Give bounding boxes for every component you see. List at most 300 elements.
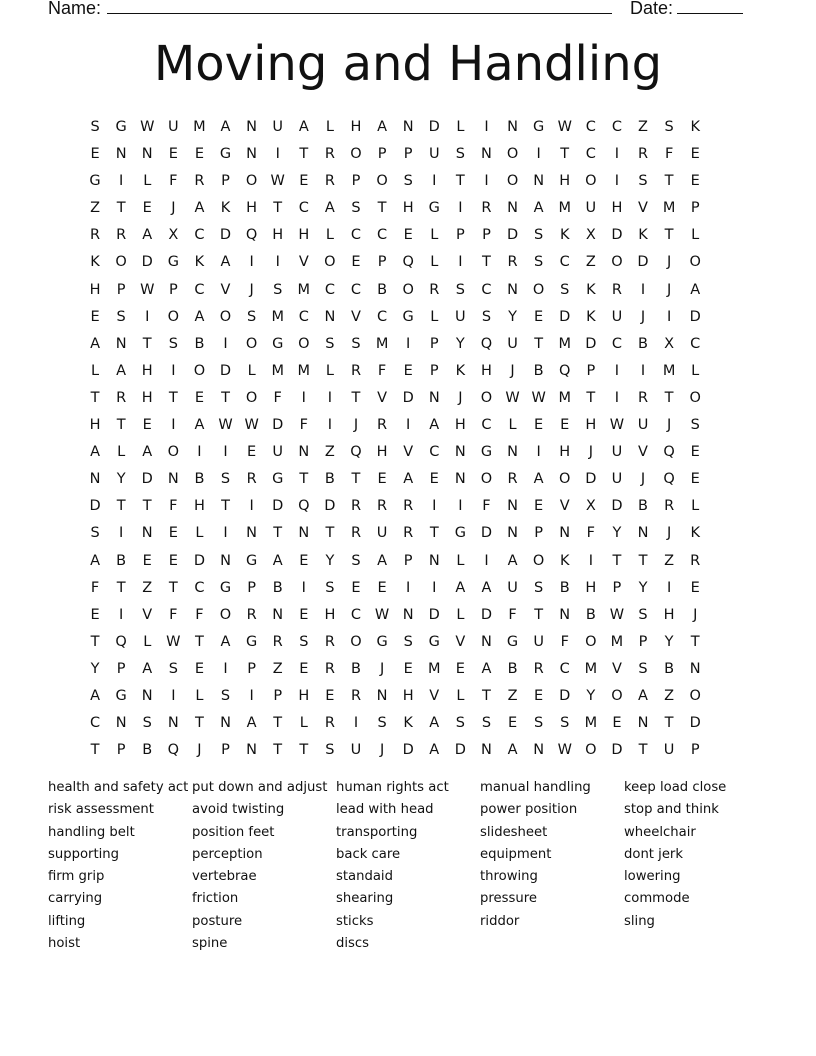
grid-letter: Z [638, 119, 648, 135]
grid-letter: T [560, 146, 570, 163]
grid-letter: N [115, 715, 127, 732]
grid-letter: N [272, 606, 284, 623]
grid-letter: O [245, 389, 258, 406]
grid-letter: N [220, 715, 231, 732]
grid-letter: E [325, 687, 335, 704]
grid-letter: A [220, 254, 231, 271]
grid-letter: I [614, 173, 620, 190]
grid-letter: F [169, 498, 178, 515]
grid-letter: V [455, 633, 466, 650]
grid-letter: L [117, 444, 126, 461]
grid-letter: U [272, 444, 284, 461]
word-bank-item: risk assessment [48, 802, 154, 818]
grid-letter: J [588, 444, 593, 461]
grid-letter: I [484, 119, 489, 135]
word-bank-item: back care [336, 846, 401, 862]
grid-letter: N [298, 525, 310, 542]
grid-letter: F [482, 498, 491, 515]
grid-letter: N [402, 119, 414, 135]
grid-letter: I [275, 146, 280, 163]
grid-letter: O [167, 308, 180, 325]
grid-letter: O [193, 362, 206, 379]
grid-letter: R [429, 281, 440, 298]
grid-letter: W [166, 633, 181, 650]
grid-letter: G [89, 173, 101, 190]
grid-letter: S [534, 254, 544, 271]
grid-letter: N [507, 281, 518, 298]
grid-letter: H [559, 173, 571, 190]
grid-letter: U [611, 471, 623, 488]
grid-letter: E [534, 498, 544, 515]
grid-letter: H [141, 362, 153, 379]
grid-letter: H [298, 227, 310, 244]
grid-letter: N [454, 471, 466, 488]
grid-letter: D [611, 498, 623, 515]
grid-letter: R [272, 633, 283, 650]
grid-letter: T [90, 389, 100, 406]
grid-letter: O [480, 471, 493, 488]
grid-letter: W [505, 389, 520, 406]
grid-letter: R [246, 471, 257, 488]
grid-letter: R [377, 498, 388, 515]
grid-letter: T [534, 335, 544, 352]
grid-letter: T [612, 552, 622, 569]
grid-letter: T [142, 335, 152, 352]
grid-letter: I [406, 335, 411, 352]
grid-letter: T [116, 498, 126, 515]
grid-letter: T [142, 498, 152, 515]
grid-letter: R [637, 389, 649, 406]
grid-letter: A [377, 119, 388, 135]
grid-letter: V [351, 308, 361, 325]
grid-letter: Q [559, 362, 571, 379]
grid-letter: X [664, 335, 675, 352]
grid-letter: S [116, 308, 126, 325]
grid-letter: D [428, 606, 440, 623]
word-bank-item: sticks [336, 913, 374, 929]
grid-letter: E [247, 444, 257, 461]
grid-letter: R [507, 471, 518, 488]
grid-letter: T [351, 389, 361, 406]
grid-letter: P [377, 146, 387, 163]
grid-letter: A [220, 633, 231, 650]
grid-letter: N [376, 687, 388, 704]
grid-letter: V [638, 200, 648, 217]
grid-letter: O [219, 606, 232, 623]
grid-letter: E [403, 227, 413, 244]
grid-letter: A [324, 200, 335, 217]
grid-letter: U [533, 633, 544, 650]
grid-letter: P [429, 362, 439, 379]
grid-letter: C [481, 417, 492, 434]
grid-letter: C [559, 254, 570, 271]
grid-letter: K [220, 200, 231, 217]
grid-letter: O [115, 254, 127, 271]
grid-letter: B [194, 471, 205, 488]
grid-letter: P [351, 173, 361, 190]
grid-letter: R [116, 227, 127, 244]
grid-letter: C [298, 308, 309, 325]
grid-letter: N [533, 742, 545, 759]
grid-letter: W [609, 606, 625, 623]
grid-letter: L [143, 633, 152, 650]
grid-letter: R [324, 715, 335, 732]
grid-letter: O [585, 742, 597, 759]
grid-letter: S [90, 119, 100, 135]
word-bank-item: carrying [48, 891, 103, 907]
grid-letter: A [403, 471, 414, 488]
grid-letter: T [534, 606, 544, 623]
grid-letter: N [428, 552, 440, 569]
word-bank-item: lead with head [336, 802, 434, 818]
grid-letter: W [140, 281, 155, 298]
grid-letter: A [298, 119, 309, 135]
grid-letter: B [585, 606, 596, 623]
grid-letter: I [458, 498, 463, 515]
name-field[interactable] [107, 0, 612, 14]
word-bank-item: wheelchair [624, 824, 696, 840]
grid-letter: H [324, 606, 336, 623]
grid-letter: Q [663, 444, 675, 461]
grid-letter: J [666, 281, 672, 298]
grid-letter: T [299, 471, 309, 488]
grid-letter: K [559, 227, 570, 244]
grid-letter: P [116, 660, 126, 677]
grid-letter: M [610, 633, 624, 650]
letter-grid [82, 114, 708, 764]
grid-letter: S [638, 660, 648, 677]
grid-letter: N [428, 389, 440, 406]
grid-letter: Y [325, 552, 335, 569]
grid-letter: L [508, 417, 517, 434]
grid-letter: N [507, 498, 518, 515]
grid-letter: B [507, 660, 518, 677]
grid-letter: T [273, 525, 283, 542]
grid-letter: M [558, 335, 571, 352]
word-bank-item: supporting [48, 846, 120, 862]
grid-letter: J [666, 254, 672, 271]
grid-letter: U [507, 335, 518, 352]
grid-letter: L [325, 362, 334, 379]
grid-letter: R [324, 633, 335, 650]
grid-letter: A [533, 200, 544, 217]
grid-letter: K [586, 281, 596, 298]
grid-letter: E [351, 579, 361, 596]
grid-letter: E [90, 606, 100, 623]
grid-letter: F [560, 633, 569, 650]
grid-letter: A [690, 281, 701, 298]
grid-letter: F [586, 525, 595, 542]
grid-letter: C [611, 119, 622, 135]
grid-letter: L [456, 687, 465, 704]
grid-letter: E [690, 173, 700, 190]
grid-letter: D [428, 119, 440, 135]
grid-letter: C [559, 660, 570, 677]
grid-letter: H [141, 389, 153, 406]
grid-letter: C [194, 579, 205, 596]
grid-letter: Q [663, 471, 675, 488]
grid-letter: K [690, 119, 700, 135]
grid-letter: C [377, 227, 388, 244]
grid-letter: I [484, 552, 489, 569]
grid-letter: M [428, 660, 441, 677]
grid-letter: J [666, 525, 672, 542]
grid-letter: I [640, 281, 646, 298]
grid-letter: J [458, 389, 463, 406]
word-bank-item: spine [192, 936, 228, 952]
grid-letter: N [402, 606, 414, 623]
grid-letter: F [169, 606, 178, 623]
grid-letter: C [194, 281, 205, 298]
grid-letter: L [691, 227, 700, 244]
grid-letter: Y [508, 308, 517, 325]
grid-letter: I [353, 715, 359, 732]
grid-letter: S [220, 687, 231, 704]
grid-letter: D [272, 417, 284, 434]
grid-letter: E [534, 308, 544, 325]
grid-letter: P [690, 200, 700, 217]
grid-letter: A [194, 417, 205, 434]
grid-letter: F [273, 389, 282, 406]
grid-letter: O [506, 146, 519, 163]
grid-letter: Z [142, 579, 153, 596]
grid-letter: A [194, 200, 205, 217]
grid-letter: A [377, 552, 388, 569]
grid-letter: I [223, 444, 228, 461]
grid-letter: G [428, 633, 440, 650]
grid-letter: N [507, 200, 518, 217]
grid-letter: Q [402, 254, 414, 271]
grid-letter: V [429, 687, 440, 704]
grid-letter: Z [507, 687, 518, 704]
grid-letter: A [429, 417, 440, 434]
grid-letter: H [611, 200, 623, 217]
grid-letter: K [586, 308, 596, 325]
grid-letter: N [454, 444, 466, 461]
grid-letter: M [297, 362, 311, 379]
grid-letter: Q [298, 498, 310, 515]
grid-letter: N [481, 633, 492, 650]
grid-letter: Y [612, 525, 622, 542]
grid-letter: A [246, 715, 257, 732]
grid-letter: V [611, 660, 622, 677]
grid-letter: T [482, 687, 491, 704]
grid-letter: W [218, 417, 233, 434]
grid-letter: L [325, 227, 334, 244]
word-bank-item: vertebrae [192, 869, 257, 885]
grid-letter: E [142, 417, 152, 434]
grid-letter: Z [664, 687, 675, 704]
grid-letter: Q [245, 227, 258, 244]
grid-letter: A [455, 579, 466, 596]
grid-letter: E [194, 389, 204, 406]
grid-letter: I [588, 552, 593, 569]
grid-letter: U [663, 742, 675, 759]
grid-letter: S [455, 146, 465, 163]
grid-letter: S [690, 417, 700, 434]
grid-letter: Q [480, 335, 493, 352]
grid-letter: P [116, 281, 126, 298]
grid-letter: H [272, 227, 284, 244]
word-bank-item: power position [480, 802, 578, 818]
grid-letter: T [377, 200, 387, 217]
grid-letter: Z [272, 660, 283, 677]
grid-letter: J [379, 660, 385, 677]
grid-letter: T [351, 471, 361, 488]
grid-letter: X [168, 227, 179, 244]
date-label: Date: [630, 0, 674, 18]
grid-letter: D [689, 308, 701, 325]
grid-letter: N [246, 742, 258, 759]
grid-letter: I [327, 417, 333, 434]
grid-letter: V [377, 389, 388, 406]
grid-letter: F [90, 579, 100, 596]
grid-letter: B [559, 579, 570, 596]
grid-letter: T [325, 525, 335, 542]
grid-letter: E [168, 552, 178, 569]
word-bank-item: keep load close [624, 780, 727, 795]
grid-letter: G [533, 119, 545, 135]
grid-letter: T [429, 525, 439, 542]
grid-letter: T [90, 633, 100, 650]
grid-letter: J [510, 362, 515, 379]
grid-letter: R [90, 227, 101, 244]
word-bank-item: hoist [48, 936, 81, 952]
grid-letter: C [298, 200, 309, 217]
grid-letter: T [664, 227, 674, 244]
grid-letter: N [637, 715, 649, 732]
grid-letter: D [324, 498, 336, 515]
grid-letter: J [666, 417, 672, 434]
grid-letter: C [611, 335, 622, 352]
grid-letter: B [533, 362, 544, 379]
grid-letter: S [168, 335, 178, 352]
grid-letter: I [432, 173, 437, 190]
grid-letter: K [638, 227, 648, 244]
grid-letter: T [455, 173, 465, 190]
date-field[interactable] [677, 0, 743, 14]
word-bank-item: transporting [336, 824, 418, 840]
grid-letter: S [560, 281, 570, 298]
grid-letter: I [458, 200, 463, 217]
grid-letter: F [299, 417, 308, 434]
grid-letter: A [272, 552, 283, 569]
grid-letter: N [115, 335, 127, 352]
grid-letter: N [167, 471, 179, 488]
grid-letter: A [220, 119, 231, 135]
grid-letter: T [116, 417, 126, 434]
grid-letter: B [272, 579, 283, 596]
grid-letter: R [350, 687, 362, 704]
grid-letter: Z [585, 254, 596, 271]
grid-letter: B [638, 335, 648, 352]
grid-letter: N [298, 444, 310, 461]
grid-letter: C [350, 227, 362, 244]
grid-letter: D [272, 498, 284, 515]
grid-letter: O [585, 633, 597, 650]
grid-letter: O [298, 335, 310, 352]
grid-letter: R [324, 660, 335, 677]
grid-letter: G [245, 633, 258, 650]
grid-letter: E [403, 660, 413, 677]
grid-letter: A [194, 308, 205, 325]
grid-letter: S [351, 335, 361, 352]
grid-letter: T [586, 389, 596, 406]
grid-letter: R [533, 660, 544, 677]
grid-letter: I [484, 173, 489, 190]
grid-letter: P [403, 146, 413, 163]
grid-letter: E [377, 471, 387, 488]
grid-letter: S [273, 281, 283, 298]
grid-letter: O [506, 173, 519, 190]
grid-letter: V [403, 444, 414, 461]
grid-letter: S [142, 715, 152, 732]
grid-letter: E [90, 308, 100, 325]
grid-letter: R [637, 146, 649, 163]
grid-letter: D [585, 335, 597, 352]
grid-letter: L [456, 606, 465, 623]
grid-letter: R [116, 389, 127, 406]
grid-letter: B [351, 660, 361, 677]
word-bank-item: handling belt [48, 824, 135, 840]
grid-letter: N [533, 173, 545, 190]
grid-letter: H [454, 417, 466, 434]
grid-letter: A [429, 742, 440, 759]
grid-letter: C [481, 281, 492, 298]
grid-letter: V [638, 444, 648, 461]
grid-letter: P [612, 579, 622, 596]
grid-letter: G [167, 254, 179, 271]
grid-letter: P [168, 281, 178, 298]
grid-letter: D [506, 227, 519, 244]
grid-letter: D [689, 715, 701, 732]
grid-letter: V [220, 281, 231, 298]
grid-letter: S [220, 471, 231, 488]
grid-letter: C [377, 308, 388, 325]
grid-letter: L [247, 362, 256, 379]
grid-letter: T [116, 579, 126, 596]
grid-letter: Y [455, 335, 465, 352]
grid-letter: A [90, 444, 100, 461]
grid-letter: B [377, 281, 388, 298]
grid-letter: F [508, 606, 517, 623]
grid-letter: G [402, 308, 414, 325]
name-label: Name: [48, 0, 102, 18]
word-bank-item: discs [336, 936, 370, 952]
grid-letter: I [171, 687, 176, 704]
grid-letter: N [559, 606, 571, 623]
grid-letter: M [584, 715, 598, 732]
grid-letter: C [585, 146, 596, 163]
grid-letter: C [324, 281, 335, 298]
grid-letter: W [557, 119, 572, 135]
grid-letter: H [481, 362, 492, 379]
grid-letter: T [273, 742, 283, 759]
grid-letter: U [585, 200, 597, 217]
grid-letter: O [376, 173, 388, 190]
grid-letter: L [195, 525, 204, 542]
grid-letter: E [299, 173, 309, 190]
grid-letter: P [534, 525, 544, 542]
grid-letter: A [507, 552, 518, 569]
grid-letter: P [690, 742, 700, 759]
word-bank-item: lifting [48, 913, 86, 929]
grid-letter: I [432, 498, 437, 515]
grid-letter: Y [90, 660, 100, 677]
grid-letter: O [689, 254, 701, 271]
grid-letter: E [534, 417, 544, 434]
grid-letter: I [249, 254, 254, 271]
